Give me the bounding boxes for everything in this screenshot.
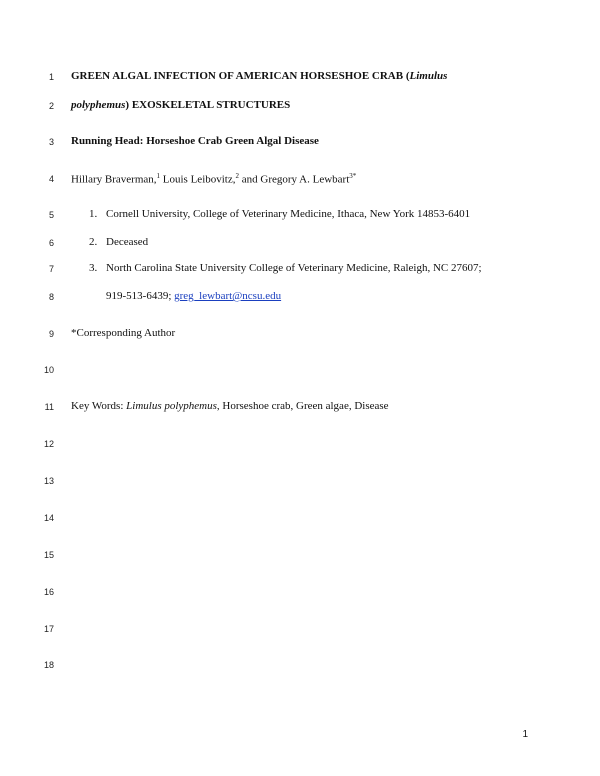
affiliation-number: 3.	[89, 262, 98, 274]
affiliation-text: North Carolina State University College of Veterinary Medicine, Raleigh, NC 27607;	[106, 262, 482, 274]
line-number: 1	[48, 72, 54, 82]
keywords-italic: Limulus polyphemus	[126, 400, 217, 412]
line-number: 14	[43, 513, 54, 523]
running-head: Running Head: Horseshoe Crab Green Algal Disease	[71, 135, 319, 147]
author-name: and Gregory A. Lewbart	[239, 173, 350, 186]
contact-phone: 919-513-6439;	[106, 290, 175, 302]
keywords-label: Key Words:	[71, 400, 127, 412]
paper-title-line-2	[71, 99, 290, 111]
title-italic-genus: Limulus	[409, 70, 448, 82]
affiliation-text: Deceased	[106, 236, 149, 248]
line-number: 16	[43, 587, 54, 597]
line-number: 7	[48, 264, 54, 274]
author-affiliation-mark: 2	[235, 172, 239, 180]
corresponding-author-note: *Corresponding Author	[71, 327, 176, 339]
title-italic-species: polyphemus	[71, 99, 126, 111]
affiliation-number: 1.	[89, 208, 98, 220]
line-number: 4	[48, 174, 54, 184]
line-number: 9	[48, 329, 54, 339]
line-number: 10	[43, 365, 54, 375]
author-affiliation-mark: 3*	[349, 172, 357, 180]
paper-title-line-1	[71, 70, 447, 82]
title-text: ) EXOSKELETAL STRUCTURES	[125, 99, 291, 111]
author-name: Louis Leibovitz,	[160, 173, 236, 186]
line-number: 12	[43, 439, 54, 449]
affiliation-text: Cornell University, College of Veterinary Medicine, Ithaca, New York 14853-6401	[106, 208, 471, 220]
line-number: 5	[48, 210, 54, 220]
email-link[interactable]: greg_lewbart@ncsu.edu	[174, 290, 282, 302]
keywords-rest: , Horseshoe crab, Green algae, Disease	[216, 400, 389, 412]
line-number: 11	[44, 402, 54, 412]
line-number: 18	[43, 660, 54, 670]
author-affiliation-mark: 1	[156, 172, 161, 180]
title-text: GREEN ALGAL INFECTION OF AMERICAN HORSESHOE CRAB (	[71, 70, 410, 82]
line-number: 6	[48, 238, 54, 248]
contact-line	[106, 290, 281, 302]
affiliation-number: 2.	[89, 236, 98, 248]
line-number: 17	[43, 624, 54, 634]
line-number: 2	[48, 101, 54, 111]
line-number: 3	[48, 137, 54, 147]
keywords-line	[71, 400, 389, 412]
author-name: Hillary Braverman,	[71, 173, 157, 186]
line-number: 15	[43, 550, 54, 560]
page-number: 1	[522, 729, 528, 740]
author-list	[71, 172, 356, 186]
line-number: 8	[48, 292, 54, 302]
line-number: 13	[43, 476, 54, 486]
